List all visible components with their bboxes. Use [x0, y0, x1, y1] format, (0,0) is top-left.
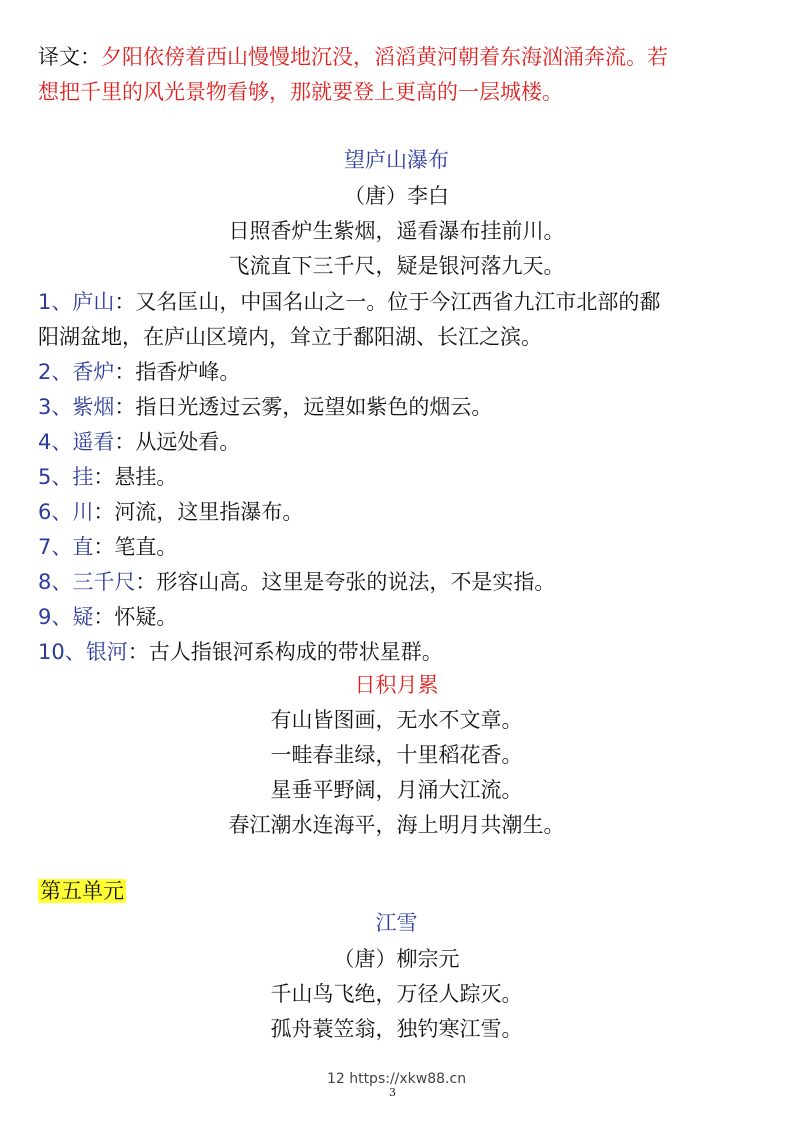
- note-term: 银河: [85, 640, 128, 664]
- note-item: [38, 357, 240, 387]
- note-number: 9、: [38, 605, 73, 629]
- poem2-title: 江雪: [375, 911, 418, 935]
- note-separator: ：: [93, 500, 115, 524]
- poem1-author: （唐）李白: [344, 184, 449, 208]
- note-separator: ：: [127, 640, 149, 664]
- note-item: [38, 392, 492, 422]
- translation-label: 译文: [38, 45, 80, 69]
- note-separator: ：: [93, 465, 115, 489]
- note-text: 指日光透过云雾，远望如紫色的烟云。: [135, 395, 493, 419]
- unit-heading: [38, 876, 126, 906]
- note-item: [38, 567, 555, 597]
- page-number: 3: [389, 1086, 396, 1099]
- note-number: 7、: [38, 535, 73, 559]
- note-item: [38, 532, 177, 562]
- accumulation-title: 日积月累: [354, 673, 439, 697]
- note-number: 1、: [38, 290, 73, 314]
- note-number: 3、: [38, 395, 73, 419]
- note-item: [38, 497, 303, 527]
- note-item: [38, 637, 443, 667]
- accumulation-line-4: 春江潮水连海平，海上明月共潮生。: [228, 813, 565, 837]
- poem2-author: （唐）柳宗元: [333, 947, 460, 971]
- note-separator: ：: [114, 290, 136, 314]
- note-separator: ：: [114, 360, 136, 384]
- accumulation-line-1: 有山皆图画，无水不文章。: [270, 708, 523, 732]
- translation-text-1: 夕阳依傍着西山慢慢地沉没，滔滔黄河朝着东海汹涌奔流。若: [101, 45, 668, 69]
- note-number: 6、: [38, 500, 73, 524]
- note-item: [38, 602, 177, 632]
- note-separator: ：: [93, 535, 115, 559]
- translation-line-2: 想把千里的风光景物看够，那就要登上更高的一层城楼。: [38, 80, 563, 104]
- note-separator: ：: [135, 570, 157, 594]
- note-term: 三千尺: [72, 570, 136, 594]
- note-number: 4、: [38, 430, 73, 454]
- poem1-title: 望庐山瀑布: [344, 148, 449, 172]
- note-separator: ：: [114, 430, 136, 454]
- poem2-line-1: 千山鸟飞绝，万径人踪灭。: [270, 982, 523, 1006]
- note-term: 疑: [72, 605, 94, 629]
- note-item: [38, 287, 660, 317]
- note-term: 紫烟: [72, 395, 115, 419]
- note-text: 悬挂。: [114, 465, 178, 489]
- note-term: 遥看: [72, 430, 115, 454]
- note-number: 5、: [38, 465, 73, 489]
- poem1-line-2: 飞流直下三千尺，疑是银河落九天。: [228, 254, 565, 278]
- note-term: 庐山: [72, 290, 115, 314]
- note-separator: ：: [93, 605, 115, 629]
- note-term: 香炉: [72, 360, 115, 384]
- footer-watermark: 12 https://xkw88.cn: [326, 1071, 467, 1087]
- note-text: 又名匡山，中国名山之一。位于今江西省九江市北部的鄱: [135, 290, 661, 314]
- note-text: 从远处看。: [135, 430, 241, 454]
- note-term: 直: [72, 535, 94, 559]
- note-continuation: 阳湖盆地，在庐山区境内，耸立于鄱阳湖、长江之滨。: [38, 325, 542, 349]
- note-item: [38, 427, 240, 457]
- note-text: 笔直。: [114, 535, 178, 559]
- note-text: 河流，这里指瀑布。: [114, 500, 304, 524]
- note-number: 8、: [38, 570, 73, 594]
- note-text: 古人指银河系构成的带状星群。: [148, 640, 443, 664]
- poem1-line-1: 日照香炉生紫烟，遥看瀑布挂前川。: [228, 219, 565, 243]
- note-separator: ：: [114, 395, 136, 419]
- poem2-line-2: 孤舟蓑笠翁，独钓寒江雪。: [270, 1017, 523, 1041]
- unit-label: 第五单元: [40, 879, 124, 903]
- note-text: 怀疑。: [114, 605, 178, 629]
- translation-separator: ：: [80, 45, 101, 69]
- accumulation-line-3: 星垂平野阔，月涌大江流。: [270, 778, 523, 802]
- note-term: 川: [72, 500, 94, 524]
- note-item: [38, 462, 177, 492]
- note-text: 形容山高。这里是夸张的说法，不是实指。: [156, 570, 556, 594]
- note-text: 指香炉峰。: [135, 360, 241, 384]
- note-number: 10、: [38, 640, 86, 664]
- accumulation-line-2: 一畦春韭绿，十里稻花香。: [270, 743, 523, 767]
- translation-line-1: [38, 42, 668, 72]
- note-number: 2、: [38, 360, 73, 384]
- note-term: 挂: [72, 465, 94, 489]
